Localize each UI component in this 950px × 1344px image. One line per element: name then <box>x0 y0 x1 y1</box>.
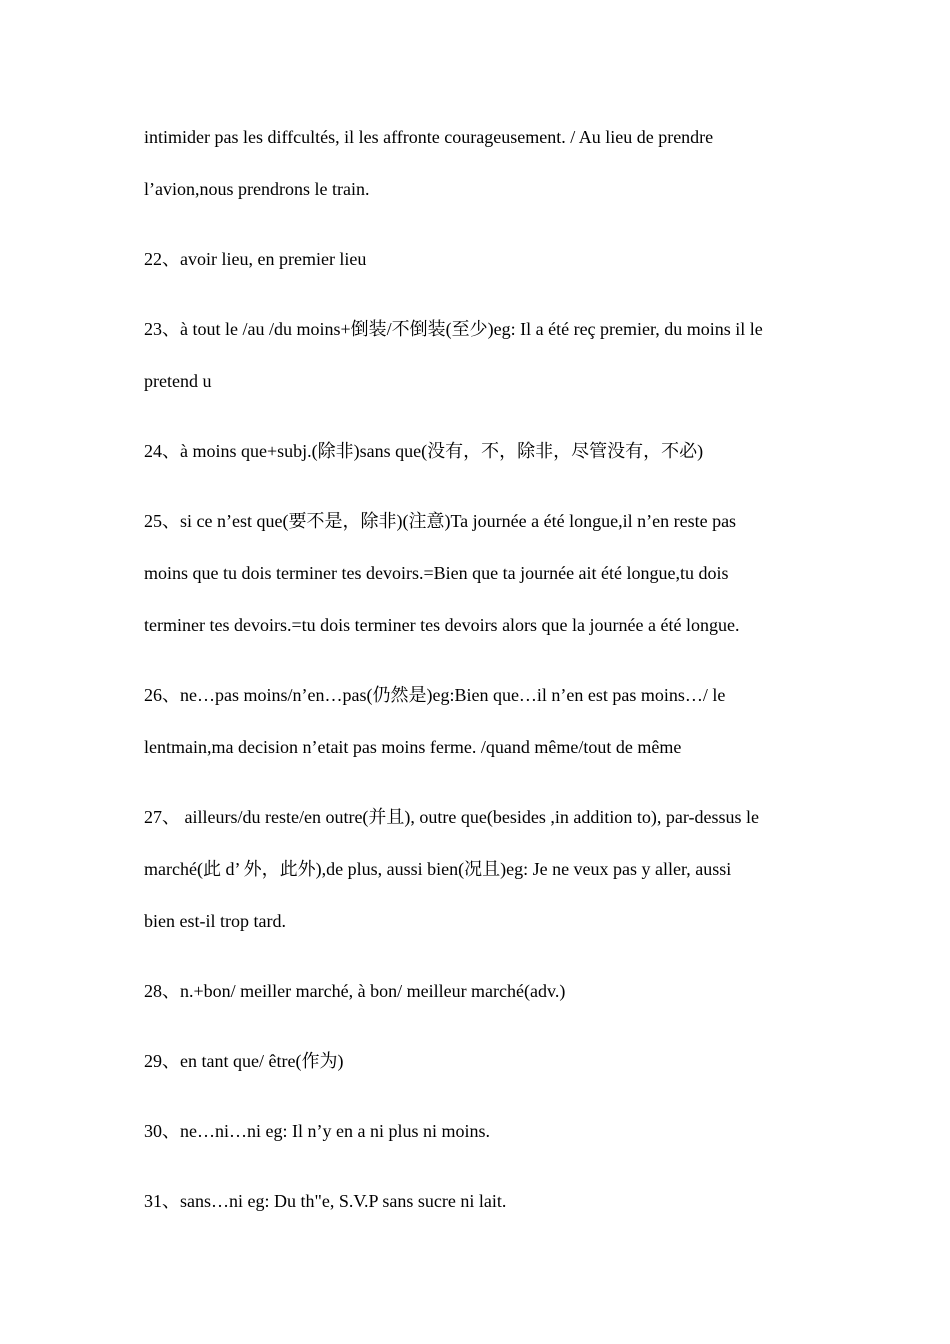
text-line: terminer tes devoirs.=tu dois terminer tes devoirs alors que la journée a été longue. <box>144 615 740 635</box>
text-line: 24、à moins que+subj.(除非)sans que(没有，不，除非，尽管没有，不必) <box>144 441 704 461</box>
text-line: 30、ne…ni…ni eg: Il n’y en a ni plus ni moins. <box>144 1121 490 1141</box>
text-line: marché(此 d’ 外，此外),de plus, aussi bien(况且)eg: Je ne veux pas y aller, aussi <box>144 859 732 879</box>
text-line: intimider pas les diffcultés, il les affronte courageusement. / Au lieu de prendre <box>144 127 714 147</box>
text-line: l’avion,nous prendrons le train. <box>144 179 370 199</box>
text-line: 25、si ce n’est que(要不是，除非)(注意)Ta journée a été longue,il n’en reste pas <box>144 511 737 531</box>
text-line: moins que tu dois terminer tes devoirs.=Bien que ta journée ait été longue,tu dois <box>144 563 729 583</box>
text-line: 28、n.+bon/ meiller marché, à bon/ meilleur marché(adv.) <box>144 981 566 1001</box>
text-line: 23、à tout le /au /du moins+倒装/不倒装(至少)eg: Il a été reç premier, du moins il le <box>144 319 763 339</box>
text-line: 31、sans…ni eg: Du th"e, S.V.P sans sucre ni lait. <box>144 1191 507 1211</box>
text-line: 27、 ailleurs/du reste/en outre(并且), outre que(besides ,in addition to), par-dessus le <box>144 807 759 827</box>
text-line: lentmain,ma decision n’etait pas moins ferme. /quand même/tout de même <box>144 737 682 757</box>
text-line: 29、en tant que/ être(作为) <box>144 1051 344 1071</box>
text-line: pretend u <box>144 371 212 391</box>
text-line: 22、avoir lieu, en premier lieu <box>144 249 367 269</box>
text-line: 26、ne…pas moins/n’en…pas(仍然是)eg:Bien que…il n’en est pas moins…/ le <box>144 685 726 705</box>
text-line: bien est-il trop tard. <box>144 911 286 931</box>
